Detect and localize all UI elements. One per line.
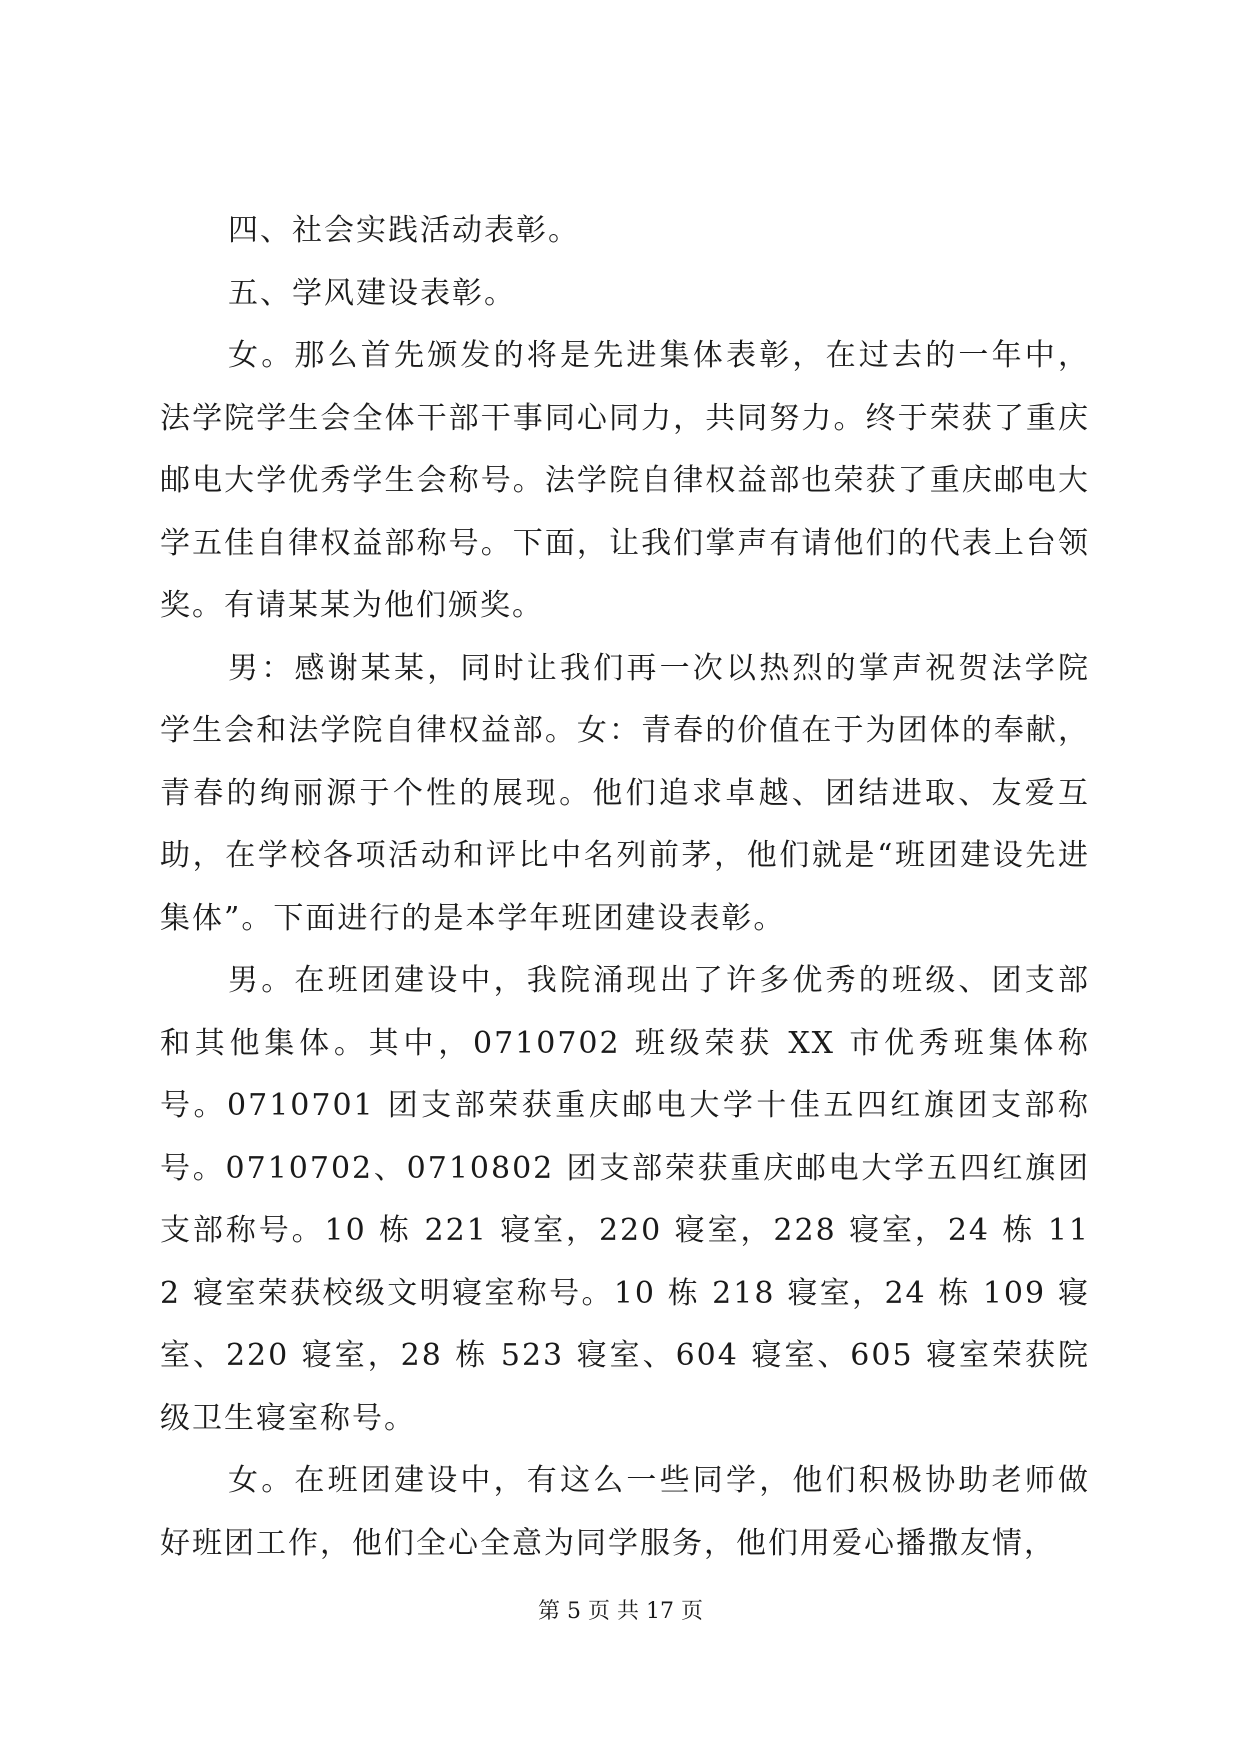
paragraph-individual-intro: 女。在班团建设中，有这么一些同学，他们积极协助老师做好班团工作，他们全心全意为同学服务，他们用爱心播撒友情， [160,1463,1090,1561]
page-number-footer: 第 5 页 共 17 页 [538,1599,703,1624]
paragraph-collective-award: 女。那么首先颁发的将是先进集体表彰，在过去的一年中，法学院学生会全体干部干事同心同力，共同努力。终于荣获了重庆邮电大学优秀学生会称号。法学院自律权益部也荣获了重庆邮电大学五佳自律权益部称号。下面，让我们掌声有请他们的代表上台领奖。有请某某为他们颁奖。 [160,338,1090,623]
paragraph-class-awards: 男。在班团建设中，我院涌现出了许多优秀的班级、团支部和其他集体。其中，0710702 班级荣获 XX 市优秀班集体称号。0710701 团支部荣获重庆邮电大学十佳五四红旗团支部称号。0710702、0710802 团支部荣获重庆邮电大学五四红旗团支部称号。10 栋 221 寝室，220 寝室，228 寝室，24 栋 112 寝室荣获校级文明寝室称号。10 栋 218 寝室，24 栋 109 寝室、220 寝室，28 栋 523 寝室、604 寝室、605 寝室荣获院级卫生寝室称号。 [160,963,1090,1436]
document-body [160,200,1090,1575]
paragraph-congratulations: 男：感谢某某，同时让我们再一次以热烈的掌声祝贺法学院学生会和法学院自律权益部。女：青春的价值在于为团体的奉献，青春的绚丽源于个性的展现。他们追求卓越、团结进取、友爱互助，在学校各项活动和评比中名列前茅，他们就是“班团建设先进集体”。下面进行的是本学年班团建设表彰。 [160,650,1090,936]
paragraph-item-5: 五、学风建设表彰。 [228,275,516,311]
paragraph-item-4: 四、社会实践活动表彰。 [228,213,580,248]
